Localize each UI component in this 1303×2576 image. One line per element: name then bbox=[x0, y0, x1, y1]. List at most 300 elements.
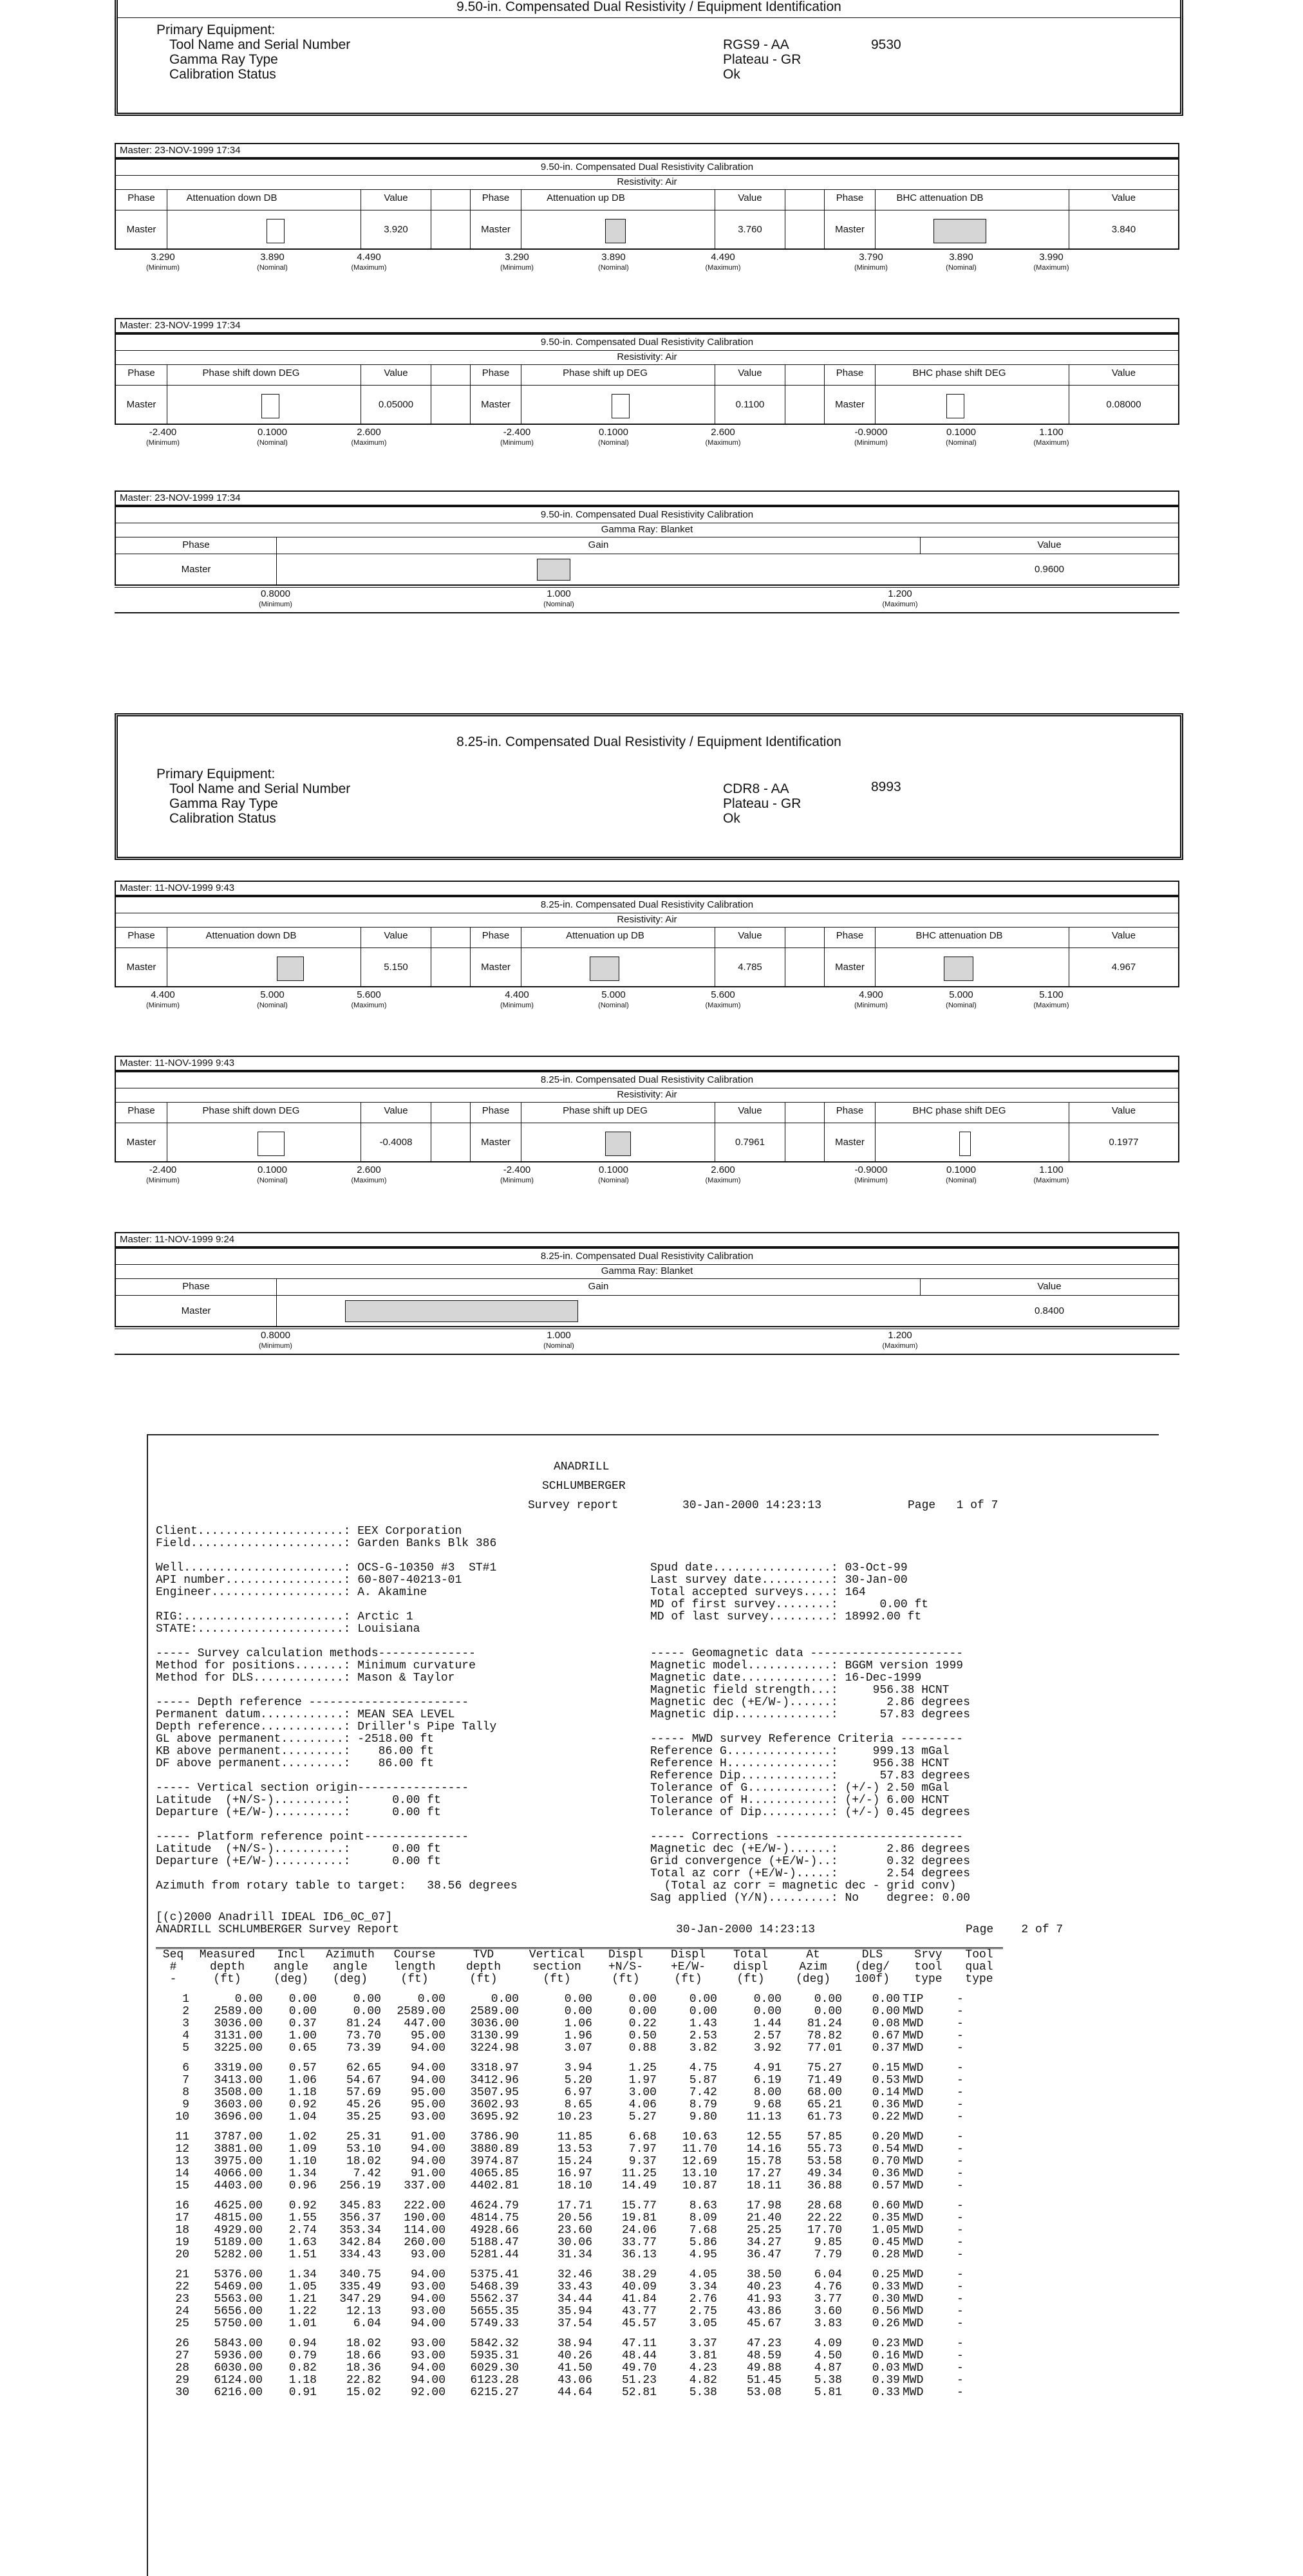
calibration-value: 0.7961 bbox=[715, 1123, 785, 1162]
table-cell: 0.22 bbox=[628, 2017, 657, 2030]
table-cell: 20.56 bbox=[557, 2212, 592, 2225]
table-cell: - bbox=[957, 2111, 964, 2123]
nom-caption: (Nominal) bbox=[598, 1177, 629, 1184]
master-timestamp: Master: 11-NOV-1999 9:24 bbox=[115, 1232, 1179, 1247]
table-cell: 43.86 bbox=[746, 2305, 782, 2318]
table-cell: 5376.00 bbox=[214, 2268, 263, 2281]
scale-min: 3.290 bbox=[151, 252, 175, 263]
table-cell: 36.13 bbox=[621, 2248, 657, 2261]
info-line: Grid convergence (+E/W-)..: 0.32 degrees bbox=[650, 1855, 970, 1868]
info-line: (Total az corr = magnetic dec - grid conv) bbox=[650, 1880, 957, 1892]
table-cell: 6029.30 bbox=[470, 2362, 519, 2375]
calibration-gauge bbox=[267, 219, 285, 243]
table-cell: 93.00 bbox=[410, 2305, 445, 2318]
table-row bbox=[156, 2237, 1003, 2249]
table-cell: 18.10 bbox=[557, 2179, 592, 2192]
column-header-line: # bbox=[169, 1961, 177, 1974]
table-cell: 10.23 bbox=[557, 2111, 592, 2123]
table-cell: 3696.00 bbox=[214, 2111, 263, 2123]
tool-name-label: Tool Name and Serial Number bbox=[169, 781, 351, 796]
info-line: ----- MWD survey Reference Criteria --------- bbox=[650, 1733, 964, 1746]
gamma-ray-type-value: Plateau - GR bbox=[723, 52, 801, 67]
table-cell: - bbox=[957, 2317, 964, 2330]
table-cell: 114.00 bbox=[404, 2224, 445, 2237]
table-cell: 16.97 bbox=[557, 2167, 592, 2180]
table-cell: 0.22 bbox=[872, 2111, 900, 2123]
table-cell: 35.94 bbox=[557, 2305, 592, 2318]
table-cell: 5935.31 bbox=[470, 2349, 519, 2362]
table-row bbox=[156, 2281, 1003, 2293]
table-cell: 3.82 bbox=[689, 2042, 717, 2055]
table-cell: 0.00 bbox=[689, 1993, 717, 2006]
table-cell: 0.79 bbox=[288, 2349, 317, 2362]
table-cell: 222.00 bbox=[404, 2199, 445, 2212]
table-cell: 4624.79 bbox=[470, 2199, 519, 2212]
survey-report bbox=[147, 1434, 1159, 2576]
table-cell: 5281.44 bbox=[470, 2248, 519, 2261]
table-cell: 10 bbox=[175, 2111, 189, 2123]
table-cell: 2.57 bbox=[753, 2030, 782, 2042]
table-cell: 1.05 bbox=[288, 2281, 317, 2293]
table-cell: 45.26 bbox=[346, 2098, 381, 2111]
table-cell: 45.67 bbox=[746, 2317, 782, 2330]
table-cell: 0.57 bbox=[288, 2062, 317, 2075]
table-cell: 2589.00 bbox=[214, 2005, 263, 2018]
table-cell: 447.00 bbox=[404, 2017, 445, 2030]
table-row bbox=[156, 2249, 1003, 2265]
table-row bbox=[156, 2018, 1003, 2030]
table-cell: 9.37 bbox=[628, 2155, 657, 2168]
table-cell: 5468.39 bbox=[470, 2281, 519, 2293]
nom-caption: (Nominal) bbox=[946, 1002, 977, 1009]
table-cell: MWD bbox=[903, 2212, 924, 2225]
table-cell: 5656.00 bbox=[214, 2305, 263, 2318]
calibration-subtitle: Resistivity: Air bbox=[116, 1088, 1178, 1103]
table-cell: 20 bbox=[175, 2248, 189, 2261]
table-cell: 5936.00 bbox=[214, 2349, 263, 2362]
table-cell: 3507.95 bbox=[470, 2086, 519, 2099]
table-cell: 94.00 bbox=[410, 2362, 445, 2375]
table-cell: 36.88 bbox=[807, 2179, 842, 2192]
min-caption: (Minimum) bbox=[854, 1002, 888, 1009]
table-cell: - bbox=[957, 2236, 964, 2249]
table-cell: 0.36 bbox=[872, 2167, 900, 2180]
table-cell: 3695.92 bbox=[470, 2111, 519, 2123]
column-header-line: (ft) bbox=[469, 1973, 498, 1986]
table-cell: 11 bbox=[175, 2131, 189, 2143]
info-line: Magnetic field strength...: 956.38 HCNT bbox=[650, 1684, 950, 1697]
column-header-line: (deg) bbox=[273, 1973, 308, 1986]
table-cell: 22.22 bbox=[807, 2212, 842, 2225]
table-cell: - bbox=[957, 2337, 964, 2350]
table-cell: 4403.00 bbox=[214, 2179, 263, 2192]
table-cell: MWD bbox=[903, 2179, 924, 2192]
calibration-gauge bbox=[944, 957, 973, 981]
table-row bbox=[156, 2168, 1003, 2180]
table-cell: 0.33 bbox=[872, 2386, 900, 2399]
table-row bbox=[156, 2058, 1003, 2075]
min-caption: (Minimum) bbox=[146, 264, 180, 272]
table-cell: 44.64 bbox=[557, 2386, 592, 2399]
nom-caption: (Nominal) bbox=[598, 439, 629, 447]
calibration-value: 3.760 bbox=[715, 210, 785, 250]
table-cell: 4066.00 bbox=[214, 2167, 263, 2180]
table-cell: - bbox=[957, 2098, 964, 2111]
info-line: Magnetic date.............: 16-Dec-1999 bbox=[650, 1672, 922, 1685]
table-cell: 4.82 bbox=[689, 2374, 717, 2387]
equipment-id-title: 8.25-in. Compensated Dual Resistivity / Equipment Identification bbox=[456, 734, 841, 749]
table-cell: 6 bbox=[182, 2062, 189, 2075]
table-cell: - bbox=[957, 2374, 964, 2387]
calibration-title: 8.25-in. Compensated Dual Resistivity Calibration bbox=[116, 1072, 1178, 1088]
master-timestamp: Master: 23-NOV-1999 17:34 bbox=[115, 143, 1179, 158]
calibration-value: 5.150 bbox=[361, 947, 431, 987]
column-header-line: Seq bbox=[162, 1948, 184, 1961]
max-caption: (Maximum) bbox=[351, 1177, 387, 1184]
calibration-title: 9.50-in. Compensated Dual Resistivity Calibration bbox=[116, 507, 1178, 523]
table-cell: 8.00 bbox=[753, 2086, 782, 2099]
group-label: BHC phase shift DEG bbox=[912, 368, 1006, 378]
value-header: Value bbox=[361, 364, 431, 385]
scale-max: 5.600 bbox=[357, 989, 381, 1000]
max-caption: (Maximum) bbox=[1033, 439, 1069, 447]
table-cell: MWD bbox=[903, 2268, 924, 2281]
max-caption: (Maximum) bbox=[351, 439, 387, 447]
scale-nom: 3.890 bbox=[949, 252, 973, 263]
table-cell: 1 bbox=[182, 1993, 189, 2006]
table-row bbox=[156, 2306, 1003, 2318]
table-cell: 4.91 bbox=[753, 2062, 782, 2075]
table-cell: 342.84 bbox=[339, 2236, 381, 2249]
table-cell: 15.02 bbox=[346, 2386, 381, 2399]
table-cell: 5749.33 bbox=[470, 2317, 519, 2330]
table-cell: 25 bbox=[175, 2317, 189, 2330]
serial-number: 8993 bbox=[871, 779, 901, 794]
master-label: Master bbox=[824, 385, 876, 425]
table-cell: 3.94 bbox=[564, 2062, 592, 2075]
table-cell: - bbox=[957, 2167, 964, 2180]
table-cell: 0.54 bbox=[872, 2143, 900, 2156]
table-cell: 3036.00 bbox=[470, 2017, 519, 2030]
table-cell: - bbox=[957, 1993, 964, 2006]
table-cell: 15.24 bbox=[557, 2155, 592, 2168]
table-cell: - bbox=[957, 2305, 964, 2318]
table-cell: 8.79 bbox=[689, 2098, 717, 2111]
phase-header: Phase bbox=[470, 364, 521, 385]
min-caption: (Minimum) bbox=[146, 1002, 180, 1009]
column-header-line: Total bbox=[733, 1948, 768, 1961]
calibration-gauge bbox=[258, 1132, 285, 1156]
group-label: Phase shift up DEG bbox=[563, 368, 648, 378]
table-cell: 73.39 bbox=[346, 2042, 381, 2055]
min-caption: (Minimum) bbox=[259, 601, 292, 608]
calibration-status-label: Calibration Status bbox=[169, 811, 276, 826]
table-cell: 4.95 bbox=[689, 2248, 717, 2261]
table-cell: MWD bbox=[903, 2042, 924, 2055]
table-cell: - bbox=[957, 2179, 964, 2192]
table-cell: 3786.90 bbox=[470, 2131, 519, 2143]
table-cell: MWD bbox=[903, 2281, 924, 2293]
table-cell: 5.38 bbox=[689, 2386, 717, 2399]
table-cell: 0.03 bbox=[872, 2362, 900, 2375]
table-cell: 3224.98 bbox=[470, 2042, 519, 2055]
table-cell: 17.70 bbox=[807, 2224, 842, 2237]
table-cell: 4065.85 bbox=[470, 2167, 519, 2180]
calibration-gauge bbox=[612, 394, 630, 418]
table-cell: 1.06 bbox=[564, 2017, 592, 2030]
gamma-calibration-section-2 bbox=[115, 1232, 1179, 1386]
table-cell: - bbox=[957, 2268, 964, 2281]
table-cell: 7.68 bbox=[689, 2224, 717, 2237]
max-caption: (Maximum) bbox=[705, 1002, 741, 1009]
table-cell: MWD bbox=[903, 2005, 924, 2018]
column-header bbox=[594, 1948, 658, 1990]
table-cell: 3603.00 bbox=[214, 2098, 263, 2111]
table-cell: 4.09 bbox=[814, 2337, 842, 2350]
scale-max: 5.600 bbox=[711, 989, 735, 1000]
table-row bbox=[156, 2156, 1003, 2168]
table-cell: 347.29 bbox=[339, 2293, 381, 2306]
gamma-ray-type-label: Gamma Ray Type bbox=[169, 796, 278, 811]
table-cell: 0.92 bbox=[288, 2098, 317, 2111]
column-header-line: (ft) bbox=[674, 1973, 702, 1986]
column-header-line: (ft) bbox=[400, 1973, 429, 1986]
table-cell: 0.53 bbox=[872, 2074, 900, 2087]
table-cell: - bbox=[957, 2005, 964, 2018]
table-cell: 93.00 bbox=[410, 2349, 445, 2362]
column-header-line: At bbox=[806, 1948, 820, 1961]
table-cell: 94.00 bbox=[410, 2074, 445, 2087]
table-cell: 11.13 bbox=[746, 2111, 782, 2123]
info-line: Departure (+E/W-)..........: 0.00 ft bbox=[156, 1806, 441, 1819]
phase-header: Phase bbox=[116, 364, 167, 385]
table-row bbox=[156, 2111, 1003, 2127]
table-cell: 33.77 bbox=[621, 2236, 657, 2249]
table-cell: 93.00 bbox=[410, 2248, 445, 2261]
table-cell: 0.00 bbox=[753, 2005, 782, 2018]
table-cell: 11.70 bbox=[682, 2143, 717, 2156]
table-cell: 3974.87 bbox=[470, 2155, 519, 2168]
table-cell: MWD bbox=[903, 2167, 924, 2180]
tool-name-value: CDR8 - AA bbox=[723, 781, 789, 796]
table-cell: 29 bbox=[175, 2374, 189, 2387]
table-cell: 0.00 bbox=[628, 1993, 657, 2006]
min-caption: (Minimum) bbox=[500, 1002, 534, 1009]
table-cell: 1.63 bbox=[288, 2236, 317, 2249]
table-cell: MWD bbox=[903, 2062, 924, 2075]
page-number-2: Page 2 of 7 bbox=[966, 1923, 1064, 1936]
table-cell: - bbox=[957, 2017, 964, 2030]
column-header-line: +E/W- bbox=[670, 1961, 706, 1974]
info-line: API number.................: 60-807-40213-01 bbox=[156, 1574, 462, 1587]
calibration-gauge bbox=[946, 394, 964, 418]
max-caption: (Maximum) bbox=[705, 1177, 741, 1184]
table-cell: 0.56 bbox=[872, 2305, 900, 2318]
scale-max: 1.100 bbox=[1039, 1164, 1064, 1175]
calibration-value: 4.785 bbox=[715, 947, 785, 987]
table-cell: 19 bbox=[175, 2236, 189, 2249]
table-cell: 6124.00 bbox=[214, 2374, 263, 2387]
value-header: Value bbox=[715, 364, 785, 385]
table-cell: 15 bbox=[175, 2179, 189, 2192]
table-cell: 0.08 bbox=[872, 2017, 900, 2030]
scale-max: 1.200 bbox=[888, 588, 912, 599]
table-cell: 94.00 bbox=[410, 2268, 445, 2281]
info-line: Total az corr (+E/W-).....: 2.54 degrees bbox=[650, 1867, 970, 1880]
nom-caption: (Nominal) bbox=[946, 439, 977, 447]
table-cell: 3131.00 bbox=[214, 2030, 263, 2042]
info-line: Field......................: Garden Banks Blk 386 bbox=[156, 1537, 497, 1550]
value-header: Value bbox=[1069, 364, 1178, 385]
info-line: Method for positions.......: Minimum curvature bbox=[156, 1659, 476, 1672]
value-header: Value bbox=[715, 927, 785, 947]
table-cell: 6.04 bbox=[814, 2268, 842, 2281]
table-cell: 9 bbox=[182, 2098, 189, 2111]
column-header-line: qual bbox=[965, 1961, 993, 1974]
table-cell: 0.00 bbox=[628, 2005, 657, 2018]
value-header: Value bbox=[1069, 1102, 1178, 1123]
nom-caption: (Nominal) bbox=[598, 1002, 629, 1009]
min-caption: (Minimum) bbox=[500, 264, 534, 272]
table-cell: 94.00 bbox=[410, 2042, 445, 2055]
table-cell: - bbox=[957, 2293, 964, 2306]
column-header-line: length bbox=[393, 1961, 436, 1974]
table-cell: 6.19 bbox=[753, 2074, 782, 2087]
table-cell: 5189.00 bbox=[214, 2236, 263, 2249]
scale-nom: 0.1000 bbox=[946, 427, 976, 438]
column-header-line: depth bbox=[465, 1961, 501, 1974]
table-cell: 40.26 bbox=[557, 2349, 592, 2362]
value-header: Value bbox=[1069, 189, 1178, 210]
company-name-2: SCHLUMBERGER bbox=[542, 1480, 626, 1493]
column-header-line: +N/S- bbox=[608, 1961, 643, 1974]
info-line: STATE:.....................: Louisiana bbox=[156, 1623, 420, 1636]
table-cell: 3.07 bbox=[564, 2042, 592, 2055]
info-line: Tolerance of G............: (+/-) 2.50 mGal bbox=[650, 1782, 950, 1795]
table-cell: 1.06 bbox=[288, 2074, 317, 2087]
table-cell: 8.63 bbox=[689, 2199, 717, 2212]
info-line: Azimuth from rotary table to target: 38.56 degrees bbox=[156, 1880, 518, 1892]
table-cell: 13 bbox=[175, 2155, 189, 2168]
column-header-line: (ft) bbox=[736, 1973, 765, 1986]
table-cell: 9.68 bbox=[753, 2098, 782, 2111]
calibration-subtitle: Resistivity: Air bbox=[116, 350, 1178, 365]
table-cell: 5562.37 bbox=[470, 2293, 519, 2306]
table-cell: 3036.00 bbox=[214, 2017, 263, 2030]
table-cell: 30 bbox=[175, 2386, 189, 2399]
column-header-line: Displ bbox=[608, 1948, 643, 1961]
table-cell: 30.06 bbox=[557, 2236, 592, 2249]
table-cell: 0.20 bbox=[872, 2131, 900, 2143]
table-row bbox=[156, 2099, 1003, 2111]
table-cell: 0.57 bbox=[872, 2179, 900, 2192]
table-cell: 38.29 bbox=[621, 2268, 657, 2281]
gain-value: 0.8400 bbox=[1035, 1305, 1064, 1316]
calibration-gauge bbox=[933, 219, 986, 243]
column-header-line: Vertical bbox=[529, 1948, 585, 1961]
table-cell: 33.43 bbox=[557, 2281, 592, 2293]
table-cell: MWD bbox=[903, 2199, 924, 2212]
master-label: Master bbox=[116, 947, 167, 987]
table-cell: 54.67 bbox=[346, 2074, 381, 2087]
calibration-gauge bbox=[605, 219, 626, 243]
table-cell: 0.23 bbox=[872, 2337, 900, 2350]
table-cell: 26 bbox=[175, 2337, 189, 2350]
table-cell: 5188.47 bbox=[470, 2236, 519, 2249]
table-cell: - bbox=[957, 2042, 964, 2055]
table-cell: 40.09 bbox=[621, 2281, 657, 2293]
master-label: Master bbox=[116, 554, 277, 586]
column-header-line: angle bbox=[273, 1961, 308, 1974]
table-cell: 0.36 bbox=[872, 2098, 900, 2111]
info-line: Total accepted surveys....: 164 bbox=[650, 1586, 866, 1599]
table-cell: 8 bbox=[182, 2086, 189, 2099]
info-line: Spud date.................: 03-Oct-99 bbox=[650, 1562, 908, 1574]
column-header bbox=[382, 1948, 447, 1990]
phase-header: Phase bbox=[470, 189, 521, 210]
table-cell: 0.45 bbox=[872, 2236, 900, 2249]
table-cell: 1.34 bbox=[288, 2167, 317, 2180]
phase-header: Phase bbox=[116, 1278, 277, 1295]
table-cell: 75.27 bbox=[807, 2062, 842, 2075]
table-cell: 18.36 bbox=[346, 2362, 381, 2375]
table-row bbox=[156, 2180, 1003, 2196]
table-cell: MWD bbox=[903, 2349, 924, 2362]
table-cell: 0.67 bbox=[872, 2030, 900, 2042]
table-cell: 3.77 bbox=[814, 2293, 842, 2306]
info-line: ----- Geomagnetic data ---------------------- bbox=[650, 1647, 964, 1660]
calibration-status-value: Ok bbox=[723, 67, 740, 82]
table-cell: 17.27 bbox=[746, 2167, 782, 2180]
phase-header: Phase bbox=[470, 927, 521, 947]
scale-max: 2.600 bbox=[711, 427, 735, 438]
table-cell: 27 bbox=[175, 2349, 189, 2362]
table-cell: 3787.00 bbox=[214, 2131, 263, 2143]
column-header-line: - bbox=[169, 1973, 177, 1986]
scale-max: 1.100 bbox=[1039, 427, 1064, 438]
table-cell: 37.54 bbox=[557, 2317, 592, 2330]
table-cell: 0.00 bbox=[353, 2005, 381, 2018]
column-header bbox=[718, 1948, 783, 1990]
master-label: Master bbox=[470, 210, 521, 250]
calibration-title: 9.50-in. Compensated Dual Resistivity Calibration bbox=[116, 160, 1178, 176]
group-label: Phase shift down DEG bbox=[202, 1105, 300, 1116]
nom-caption: (Nominal) bbox=[946, 264, 977, 272]
master-label: Master bbox=[824, 210, 876, 250]
table-cell: TIP bbox=[903, 1993, 924, 2006]
table-cell: 0.37 bbox=[872, 2042, 900, 2055]
info-line: RIG:.......................: Arctic 1 bbox=[156, 1610, 413, 1623]
table-cell: 53.58 bbox=[807, 2155, 842, 2168]
table-cell: 48.59 bbox=[746, 2349, 782, 2362]
table-cell: MWD bbox=[903, 2337, 924, 2350]
table-cell: 4815.00 bbox=[214, 2212, 263, 2225]
table-cell: 91.00 bbox=[410, 2131, 445, 2143]
table-cell: 35.25 bbox=[346, 2111, 381, 2123]
table-cell: 4929.00 bbox=[214, 2224, 263, 2237]
table-cell: 334.43 bbox=[339, 2248, 381, 2261]
min-caption: (Minimum) bbox=[500, 1177, 534, 1184]
table-row bbox=[156, 2196, 1003, 2212]
scale-nom: 0.1000 bbox=[599, 427, 628, 438]
info-line: KB above permanent.........: 86.00 ft bbox=[156, 1745, 435, 1758]
column-header-line: Displ bbox=[670, 1948, 706, 1961]
table-cell: 57.69 bbox=[346, 2086, 381, 2099]
table-cell: 0.82 bbox=[288, 2362, 317, 2375]
info-line: ----- Corrections --------------------------- bbox=[650, 1831, 964, 1843]
scale-nom: 1.000 bbox=[547, 588, 571, 599]
column-header-line: depth bbox=[209, 1961, 245, 1974]
